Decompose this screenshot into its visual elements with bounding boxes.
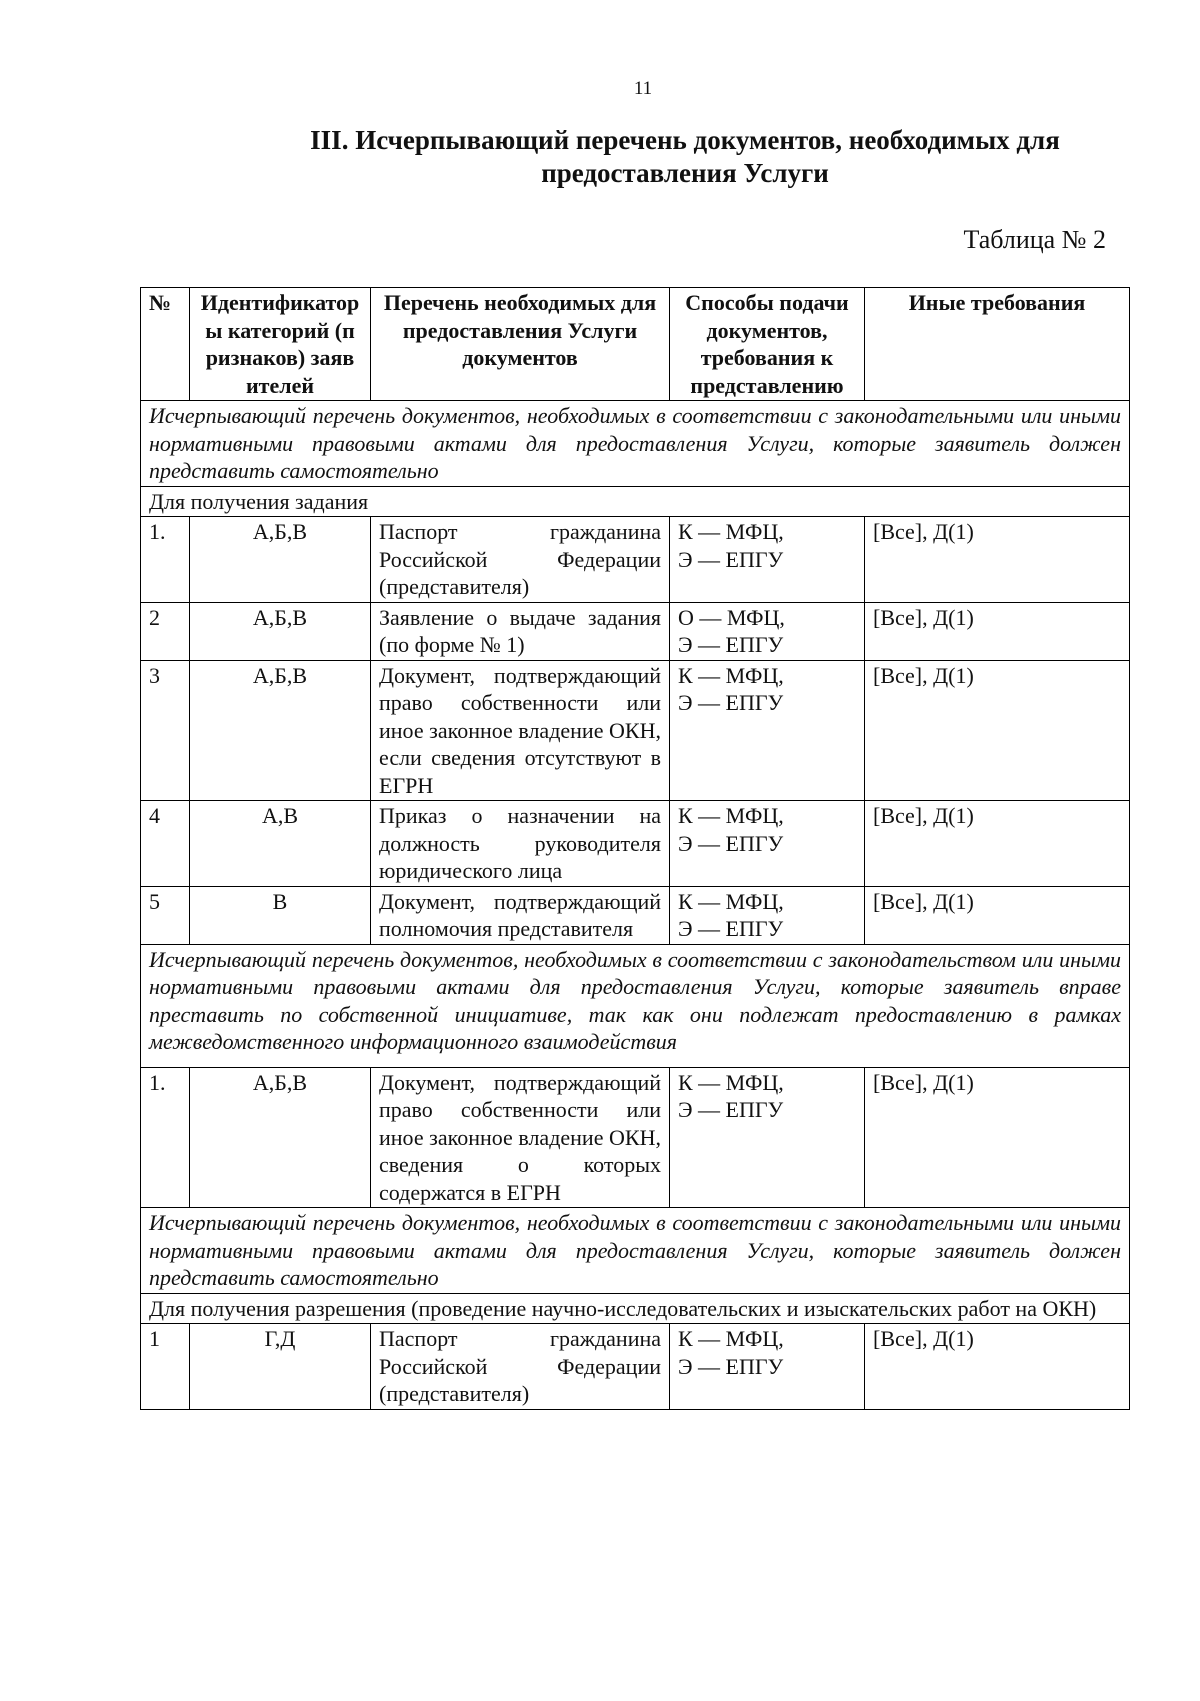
section-note-row (141, 1208, 1130, 1294)
way-line: О — МФЦ, (678, 604, 785, 630)
header-num: № (141, 288, 190, 401)
table-label: Таблица № 2 (963, 225, 1106, 254)
way-line: Э — ЕПГУ (678, 916, 784, 941)
section-note: Исчерпывающий перечень документов, необходимых в соответствии с законодательными или иными нормативными правовыми актами для предоставления Услуги, которые заявитель должен представить самостоятельно (141, 1208, 1130, 1294)
cell-doc: Документ, подтверждающий право собственности или иное законное владение ОКН, сведения о которых содержатся в ЕГРН (371, 1067, 670, 1208)
header-docs: Перечень необходимых для предоставления Услуги документов (371, 288, 670, 401)
cell-num: 4 (141, 801, 190, 887)
cell-way (670, 886, 865, 944)
subheader: Для получения задания (141, 486, 1130, 517)
cell-req: [Все], Д(1) (865, 1324, 1130, 1410)
header-ident: Идентификаторы категорий (признаков) заявителей (190, 288, 371, 401)
page-number: 11 (633, 78, 653, 99)
way-line: Э — ЕПГУ (678, 1097, 784, 1122)
cell-num: 5 (141, 886, 190, 944)
cell-req: [Все], Д(1) (865, 660, 1130, 801)
cell-req: [Все], Д(1) (865, 1067, 1130, 1208)
way-line: Э — ЕПГУ (678, 830, 784, 856)
cell-ident: А,Б,В (190, 1067, 371, 1208)
way-line: Э — ЕПГУ (678, 546, 784, 572)
header-other: Иные требования (865, 288, 1130, 401)
cell-way (670, 660, 865, 801)
way-line: Э — ЕПГУ (678, 690, 784, 715)
way-line: Э — ЕПГУ (678, 632, 784, 657)
cell-ident: А,В (190, 801, 371, 887)
cell-way (670, 602, 865, 660)
cell-num: 1 (141, 1324, 190, 1410)
cell-ident: А,Б,В (190, 602, 371, 660)
cell-doc: Приказ о назначении на должность руководителя юридического лица (371, 801, 670, 887)
subheader-row (141, 486, 1130, 517)
section-title (250, 124, 1120, 190)
section-title-line2: предоставления Услуги (541, 158, 829, 188)
cell-doc: Заявление о выдаче задания (по форме № 1) (371, 602, 670, 660)
cell-doc: Документ, подтверждающий право собственности или иное законное владение ОКН, если сведения отсутствуют в ЕГРН (371, 660, 670, 801)
header-ways: Способы подачи документов, требования к представлению (670, 288, 865, 401)
way-line: К — МФЦ, (678, 1326, 784, 1351)
way-line: Э — ЕПГУ (678, 1353, 784, 1379)
way-line: К — МФЦ, (678, 1069, 784, 1095)
cell-num: 1. (141, 517, 190, 603)
cell-num: 3 (141, 660, 190, 801)
cell-way (670, 801, 865, 887)
way-line: К — МФЦ, (678, 662, 784, 688)
cell-num: 1. (141, 1067, 190, 1208)
cell-req: [Все], Д(1) (865, 886, 1130, 944)
section-note: Исчерпывающий перечень документов, необходимых в соответствии с законодательными или иными нормативными правовыми актами для предоставления Услуги, которые заявитель должен представить самостоятельно (141, 401, 1130, 487)
cell-ident: А,Б,В (190, 517, 371, 603)
cell-doc: Паспорт гражданина Российской Федерации (представителя) (371, 517, 670, 603)
subheader: Для получения разрешения (проведение научно-исследовательских и изыскательских работ на ОКН) (141, 1293, 1130, 1324)
cell-doc: Документ, подтверждающий полномочия представителя (371, 886, 670, 944)
way-line: К — МФЦ, (678, 803, 784, 828)
section-note: Исчерпывающий перечень документов, необходимых в соответствии с законодательством или иными нормативными правовыми актами для предоставления Услуги, которые заявитель вправе преставить по собственной инициативе, так как они подлежат предоставлению в рамках межведомственного информационного взаимодействия (141, 944, 1130, 1067)
cell-num: 2 (141, 602, 190, 660)
cell-ident: В (190, 886, 371, 944)
cell-req: [Все], Д(1) (865, 602, 1130, 660)
documents-table (140, 287, 1130, 1410)
cell-ident: А,Б,В (190, 660, 371, 801)
table-row (141, 801, 1130, 887)
cell-req: [Все], Д(1) (865, 517, 1130, 603)
cell-ident: Г,Д (190, 1324, 371, 1410)
table-row (141, 1067, 1130, 1208)
cell-way (670, 1324, 865, 1410)
cell-doc: Паспорт гражданина Российской Федерации (представителя) (371, 1324, 670, 1410)
table-row (141, 660, 1130, 801)
cell-req: [Все], Д(1) (865, 801, 1130, 887)
section-note-row (141, 944, 1130, 1067)
table-row (141, 1324, 1130, 1410)
table-header-row (141, 288, 1130, 401)
section-title-line1: III. Исчерпывающий перечень документов, необходимых для (310, 125, 1060, 155)
table-row (141, 602, 1130, 660)
table-row (141, 517, 1130, 603)
way-line: К — МФЦ, (678, 888, 784, 914)
section-note-row (141, 401, 1130, 487)
way-line: К — МФЦ, (678, 519, 784, 544)
cell-way (670, 517, 865, 603)
subheader-row (141, 1293, 1130, 1324)
table-row (141, 886, 1130, 944)
cell-way (670, 1067, 865, 1208)
